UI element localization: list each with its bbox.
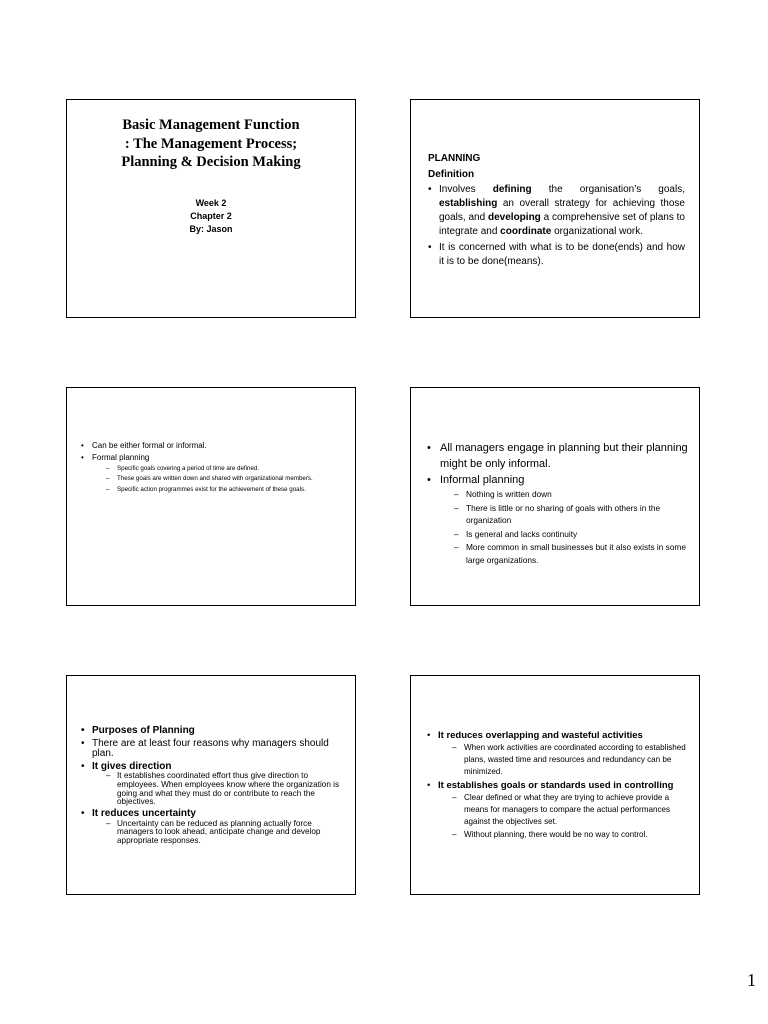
- bold-term: defining: [492, 184, 532, 196]
- bold-term: developing: [488, 211, 541, 223]
- bullet-list: [428, 183, 685, 268]
- list-item: [81, 762, 341, 808]
- sub-list: [452, 792, 687, 840]
- slide-3: [66, 387, 356, 606]
- sub-item: – Clear defined or what they are trying to achieve provide a means for managers to compare the actual performances against the objectives set.: [452, 792, 687, 827]
- list-item: [427, 472, 689, 566]
- bold-term: coordinate: [500, 225, 552, 237]
- list-item: • Can be either formal or informal.: [81, 440, 335, 452]
- list-item: [427, 729, 687, 777]
- slide-body: [81, 440, 335, 496]
- list-item-label: It reduces uncertainty: [92, 808, 196, 820]
- list-item-label: It reduces overlapping and wasteful activities: [438, 730, 643, 741]
- author-label: By: Jason: [189, 224, 233, 234]
- slide-heading: PLANNING: [428, 153, 481, 164]
- bold-term: establishing: [439, 198, 498, 210]
- sub-item: – It establishes coordinated effort thus give direction to employees. When employees know where the organization is going and what they must do or contribute to reach the objectives.: [106, 772, 341, 807]
- slide-6: [410, 675, 700, 895]
- text-run: an overall strategy for achieving those goals, and: [439, 198, 685, 223]
- slide-4: [410, 387, 700, 606]
- list-item: [81, 452, 335, 494]
- title-line-1: Basic Management Function: [122, 117, 300, 133]
- list-item-label: Informal planning: [440, 474, 525, 486]
- bullet-list: [81, 440, 335, 494]
- sub-item: – These goals are written down and shared with organizational members.: [106, 475, 335, 483]
- list-item-label: It gives direction: [92, 760, 172, 772]
- sub-item: – More common in small businesses but it also exists in some large organizations.: [454, 541, 689, 566]
- slide-body: [81, 726, 341, 848]
- bullet-list: [81, 726, 341, 846]
- title-line-3: Planning & Decision Making: [121, 154, 301, 170]
- sub-item: – Specific goals covering a period of time are defined.: [106, 465, 335, 473]
- slide-2: [410, 99, 700, 318]
- bullet-list: [427, 440, 689, 566]
- sub-item: – Specific action programmes exist for the achievement of these goals.: [106, 486, 335, 494]
- list-item: • It is concerned with what is to be done(ends) and how it is to be done(means).: [428, 241, 685, 268]
- list-item: [428, 183, 685, 238]
- list-item: [81, 809, 341, 846]
- slide-subtitle: [67, 197, 355, 236]
- slide-5: [66, 675, 356, 895]
- sub-list: [106, 772, 341, 807]
- sub-item: – Uncertainty can be reduced as planning actually force managers to look ahead, anticipate change and develop appropriate responses.: [106, 820, 341, 846]
- list-item-label: It establishes goals or standards used in controlling: [438, 780, 674, 792]
- sub-list: [454, 488, 689, 566]
- text-run: organizational work.: [551, 225, 644, 237]
- sub-list: [106, 465, 335, 494]
- slide-body: [427, 729, 687, 843]
- list-item: • Purposes of Planning: [81, 726, 341, 737]
- slide-title: [67, 116, 355, 172]
- list-item: [427, 779, 687, 840]
- sub-item: – When work activities are coordinated according to established plans, wasted time and resources and redundancy can be minimized.: [452, 742, 687, 777]
- text-run: the organisation’s goals,: [531, 184, 685, 196]
- list-item-label: Formal planning: [92, 453, 150, 462]
- slide-subheading: Definition: [428, 168, 475, 180]
- slide-1: [66, 99, 356, 318]
- slide-body: [427, 440, 689, 567]
- list-item: • There are at least four reasons why managers should plan.: [81, 739, 341, 760]
- sub-item: – Nothing is written down: [454, 488, 689, 501]
- sub-list: [452, 742, 687, 777]
- page-number: 1: [747, 970, 756, 990]
- week-label: Week 2: [195, 198, 227, 208]
- bullet-list: [427, 729, 687, 841]
- slide-body: [428, 152, 685, 272]
- sub-item: – Is general and lacks continuity: [454, 528, 689, 541]
- text-run: Involves: [439, 184, 493, 196]
- title-line-2: : The Management Process;: [124, 135, 298, 152]
- sub-list: [106, 820, 341, 846]
- sub-item: – There is little or no sharing of goals with others in the organization: [454, 502, 689, 527]
- sub-item: – Without planning, there would be no way to control.: [452, 829, 687, 841]
- list-item: • All managers engage in planning but their planning might be only informal.: [427, 440, 689, 472]
- chapter-label: Chapter 2: [190, 211, 232, 221]
- text-run: a comprehensive set of plans to integrate and: [439, 211, 685, 237]
